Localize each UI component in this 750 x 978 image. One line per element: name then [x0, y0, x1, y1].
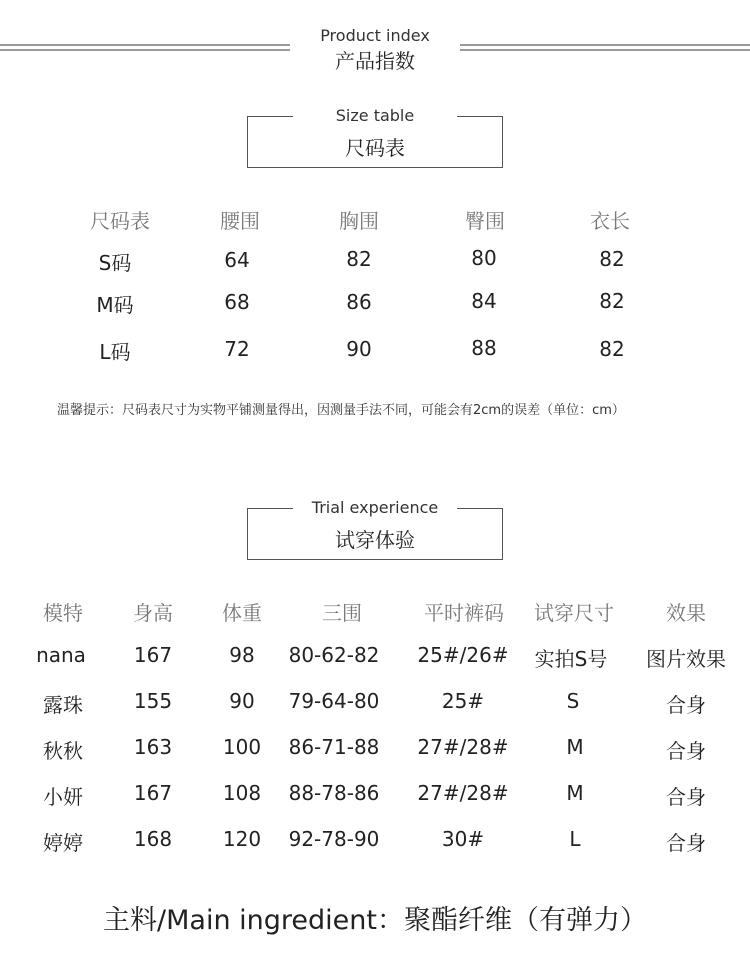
table-cell: 80: [471, 246, 497, 270]
table-cell: 合身: [666, 693, 706, 717]
header-rule-right: [460, 44, 750, 51]
table-cell: 实拍S号: [534, 647, 608, 671]
table-cell: 100: [222, 735, 262, 759]
trial-table-header: 模特: [43, 601, 83, 625]
table-cell: 合身: [666, 831, 706, 855]
table-cell: 88-78-86: [288, 781, 380, 805]
table-cell: 167: [133, 643, 173, 667]
table-cell: 露珠: [43, 693, 83, 717]
trial-table-header: 身高: [133, 601, 173, 625]
table-cell: 90: [229, 689, 255, 713]
size-table-header: 衣长: [590, 209, 630, 233]
table-cell: nana: [36, 643, 86, 667]
size-table-header: 胸围: [339, 209, 379, 233]
table-cell: 80-62-82: [288, 643, 380, 667]
table-cell: 小妍: [43, 785, 83, 809]
table-cell: L码: [99, 340, 131, 364]
size-table-header: 臀围: [465, 209, 505, 233]
table-cell: 82: [346, 247, 372, 271]
trial-title-cn: 试穿体验: [335, 528, 415, 552]
table-cell: 25#: [441, 689, 485, 713]
table-cell: 72: [224, 337, 250, 361]
trial-table-header: 效果: [666, 601, 706, 625]
trial-title-en: Trial experience: [311, 498, 439, 517]
table-cell: 82: [599, 337, 625, 361]
table-cell: 84: [471, 289, 497, 313]
table-cell: 婷婷: [43, 831, 83, 855]
product-index-cn: 产品指数: [335, 49, 415, 73]
table-cell: 79-64-80: [288, 689, 380, 713]
table-cell: 68: [224, 290, 250, 314]
table-cell: 合身: [666, 785, 706, 809]
table-cell: 82: [599, 289, 625, 313]
trial-table-header: 体重: [222, 601, 262, 625]
size-table-header: 腰围: [220, 209, 260, 233]
table-cell: 92-78-90: [288, 827, 380, 851]
table-cell: S: [566, 689, 580, 713]
table-cell: 120: [222, 827, 262, 851]
table-cell: 167: [133, 781, 173, 805]
table-cell: 27#/28#: [417, 735, 509, 759]
table-cell: 163: [133, 735, 173, 759]
table-cell: 108: [222, 781, 262, 805]
trial-table-header: 三围: [322, 601, 362, 625]
size-table-title-en: Size table: [335, 106, 415, 125]
table-cell: 64: [224, 248, 250, 272]
table-cell: 155: [133, 689, 173, 713]
table-cell: M: [566, 781, 584, 805]
trial-table-header: 试穿尺寸: [534, 601, 614, 625]
size-table-note: 温馨提示：尺码表尺寸为实物平铺测量得出，因测量手法不同，可能会有2cm的误差（单位：cm）: [57, 403, 625, 418]
table-cell: 88: [471, 336, 497, 360]
table-cell: 86-71-88: [288, 735, 380, 759]
table-cell: S码: [98, 251, 132, 275]
product-index-en: Product index: [320, 26, 430, 45]
table-cell: 30#: [441, 827, 485, 851]
size-table-title-cn: 尺码表: [345, 136, 405, 160]
table-cell: 25#/26#: [417, 643, 509, 667]
size-table-header: 尺码表: [90, 209, 150, 233]
table-cell: 27#/28#: [417, 781, 509, 805]
table-cell: 90: [346, 337, 372, 361]
table-cell: M码: [96, 293, 134, 317]
main-ingredient: 主料/Main ingredient：聚酯纤维（有弹力）: [103, 905, 647, 936]
table-cell: 168: [133, 827, 173, 851]
table-cell: 秋秋: [43, 739, 83, 763]
table-cell: 98: [229, 643, 255, 667]
header-rule-left: [0, 44, 290, 51]
table-cell: 图片效果: [646, 647, 726, 671]
table-cell: 86: [346, 290, 372, 314]
table-cell: L: [569, 827, 581, 851]
table-cell: 合身: [666, 739, 706, 763]
trial-table-header: 平时裤码: [424, 601, 504, 625]
table-cell: M: [566, 735, 584, 759]
table-cell: 82: [599, 247, 625, 271]
